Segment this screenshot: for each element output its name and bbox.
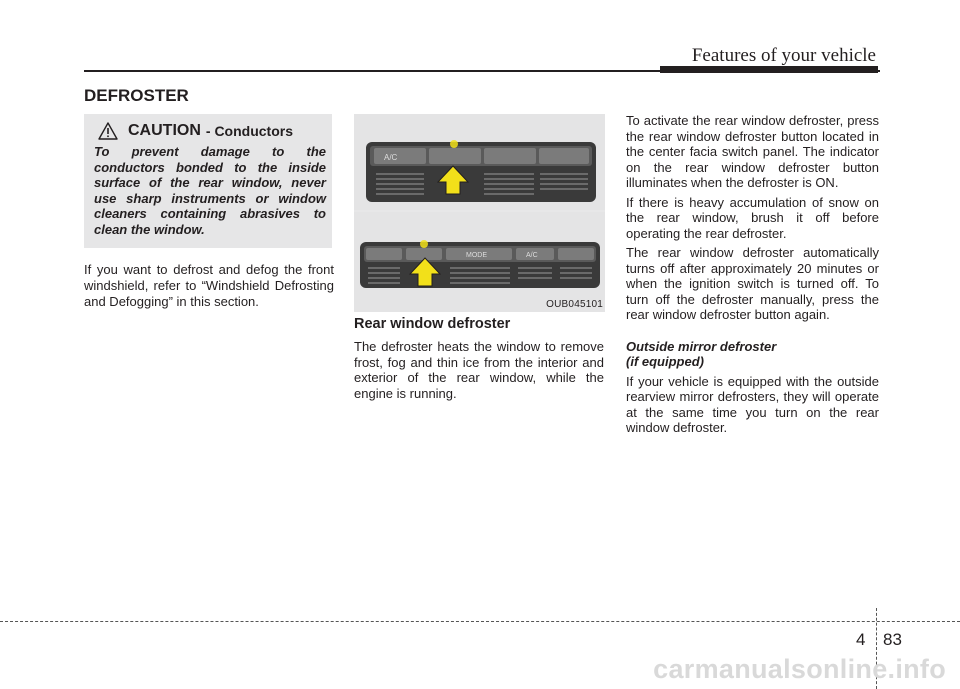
section-title: DEFROSTER — [84, 86, 189, 105]
bottom-ac-label: A/C — [526, 252, 538, 259]
footer-rule — [0, 621, 960, 622]
warning-triangle-icon — [98, 122, 118, 140]
caution-label: CAUTION — [128, 122, 201, 139]
mirror-heading-line1: Outside mirror defroster — [626, 338, 777, 354]
page-number: 83 — [883, 630, 902, 649]
rear-defroster-title: Rear window defroster — [354, 316, 511, 332]
running-header: Features of your vehicle — [691, 45, 876, 66]
top-switch-panel — [366, 140, 596, 202]
auto-off-paragraph: The rear window defroster automatically turns off after approximately 20 minutes or when the ignition switch is turned off. To turn off the defroster manually, press the rear window defroster button again. — [626, 245, 879, 322]
snow-paragraph: If there is heavy accumulation of snow on the rear window, brush it off before operating the rear defroster. — [626, 194, 879, 241]
chapter-number: 4 — [856, 630, 866, 649]
switch-panel-illustration — [354, 114, 605, 312]
front-defrost-reference: If you want to defrost and defog the front windshield, refer to “Windshield Defrosting and Defogging” in this section. — [84, 262, 334, 309]
mirror-heading-line2: (if equipped) — [626, 354, 704, 369]
header-rule — [84, 70, 880, 72]
watermark: carmanualsonline.info — [653, 654, 946, 684]
mirror-defroster-heading — [626, 339, 879, 370]
figure-caption: OUB045101 — [546, 299, 603, 310]
activate-paragraph: To activate the rear window defroster, press the rear window defroster button located in the center facia switch panel. The indicator on the rear window defroster button illuminates when the defroster is ON. — [626, 113, 879, 190]
bottom-switch-panel — [360, 240, 600, 288]
right-column — [626, 113, 879, 440]
caution-text: To prevent damage to the conductors bonded to the inside surface of the rear window, never use sharp instruments or window cleaners containing abrasives to clean the window. — [94, 144, 326, 237]
bottom-mode-label: MODE — [466, 252, 487, 259]
mirror-paragraph: If your vehicle is equipped with the outside rearview mirror defrosters, they will operate at the same time you turn on the rear window defroster. — [626, 373, 879, 435]
rear-defroster-intro: The defroster heats the window to remove frost, fog and thin ice from the interior and exterior of the rear window, while the engine is running. — [354, 339, 604, 401]
top-ac-label: A/C — [384, 153, 398, 162]
caution-box — [84, 114, 332, 248]
defroster-switch-figure — [354, 114, 605, 312]
caution-header — [98, 122, 293, 140]
caution-sublabel: - Conductors — [205, 123, 293, 139]
